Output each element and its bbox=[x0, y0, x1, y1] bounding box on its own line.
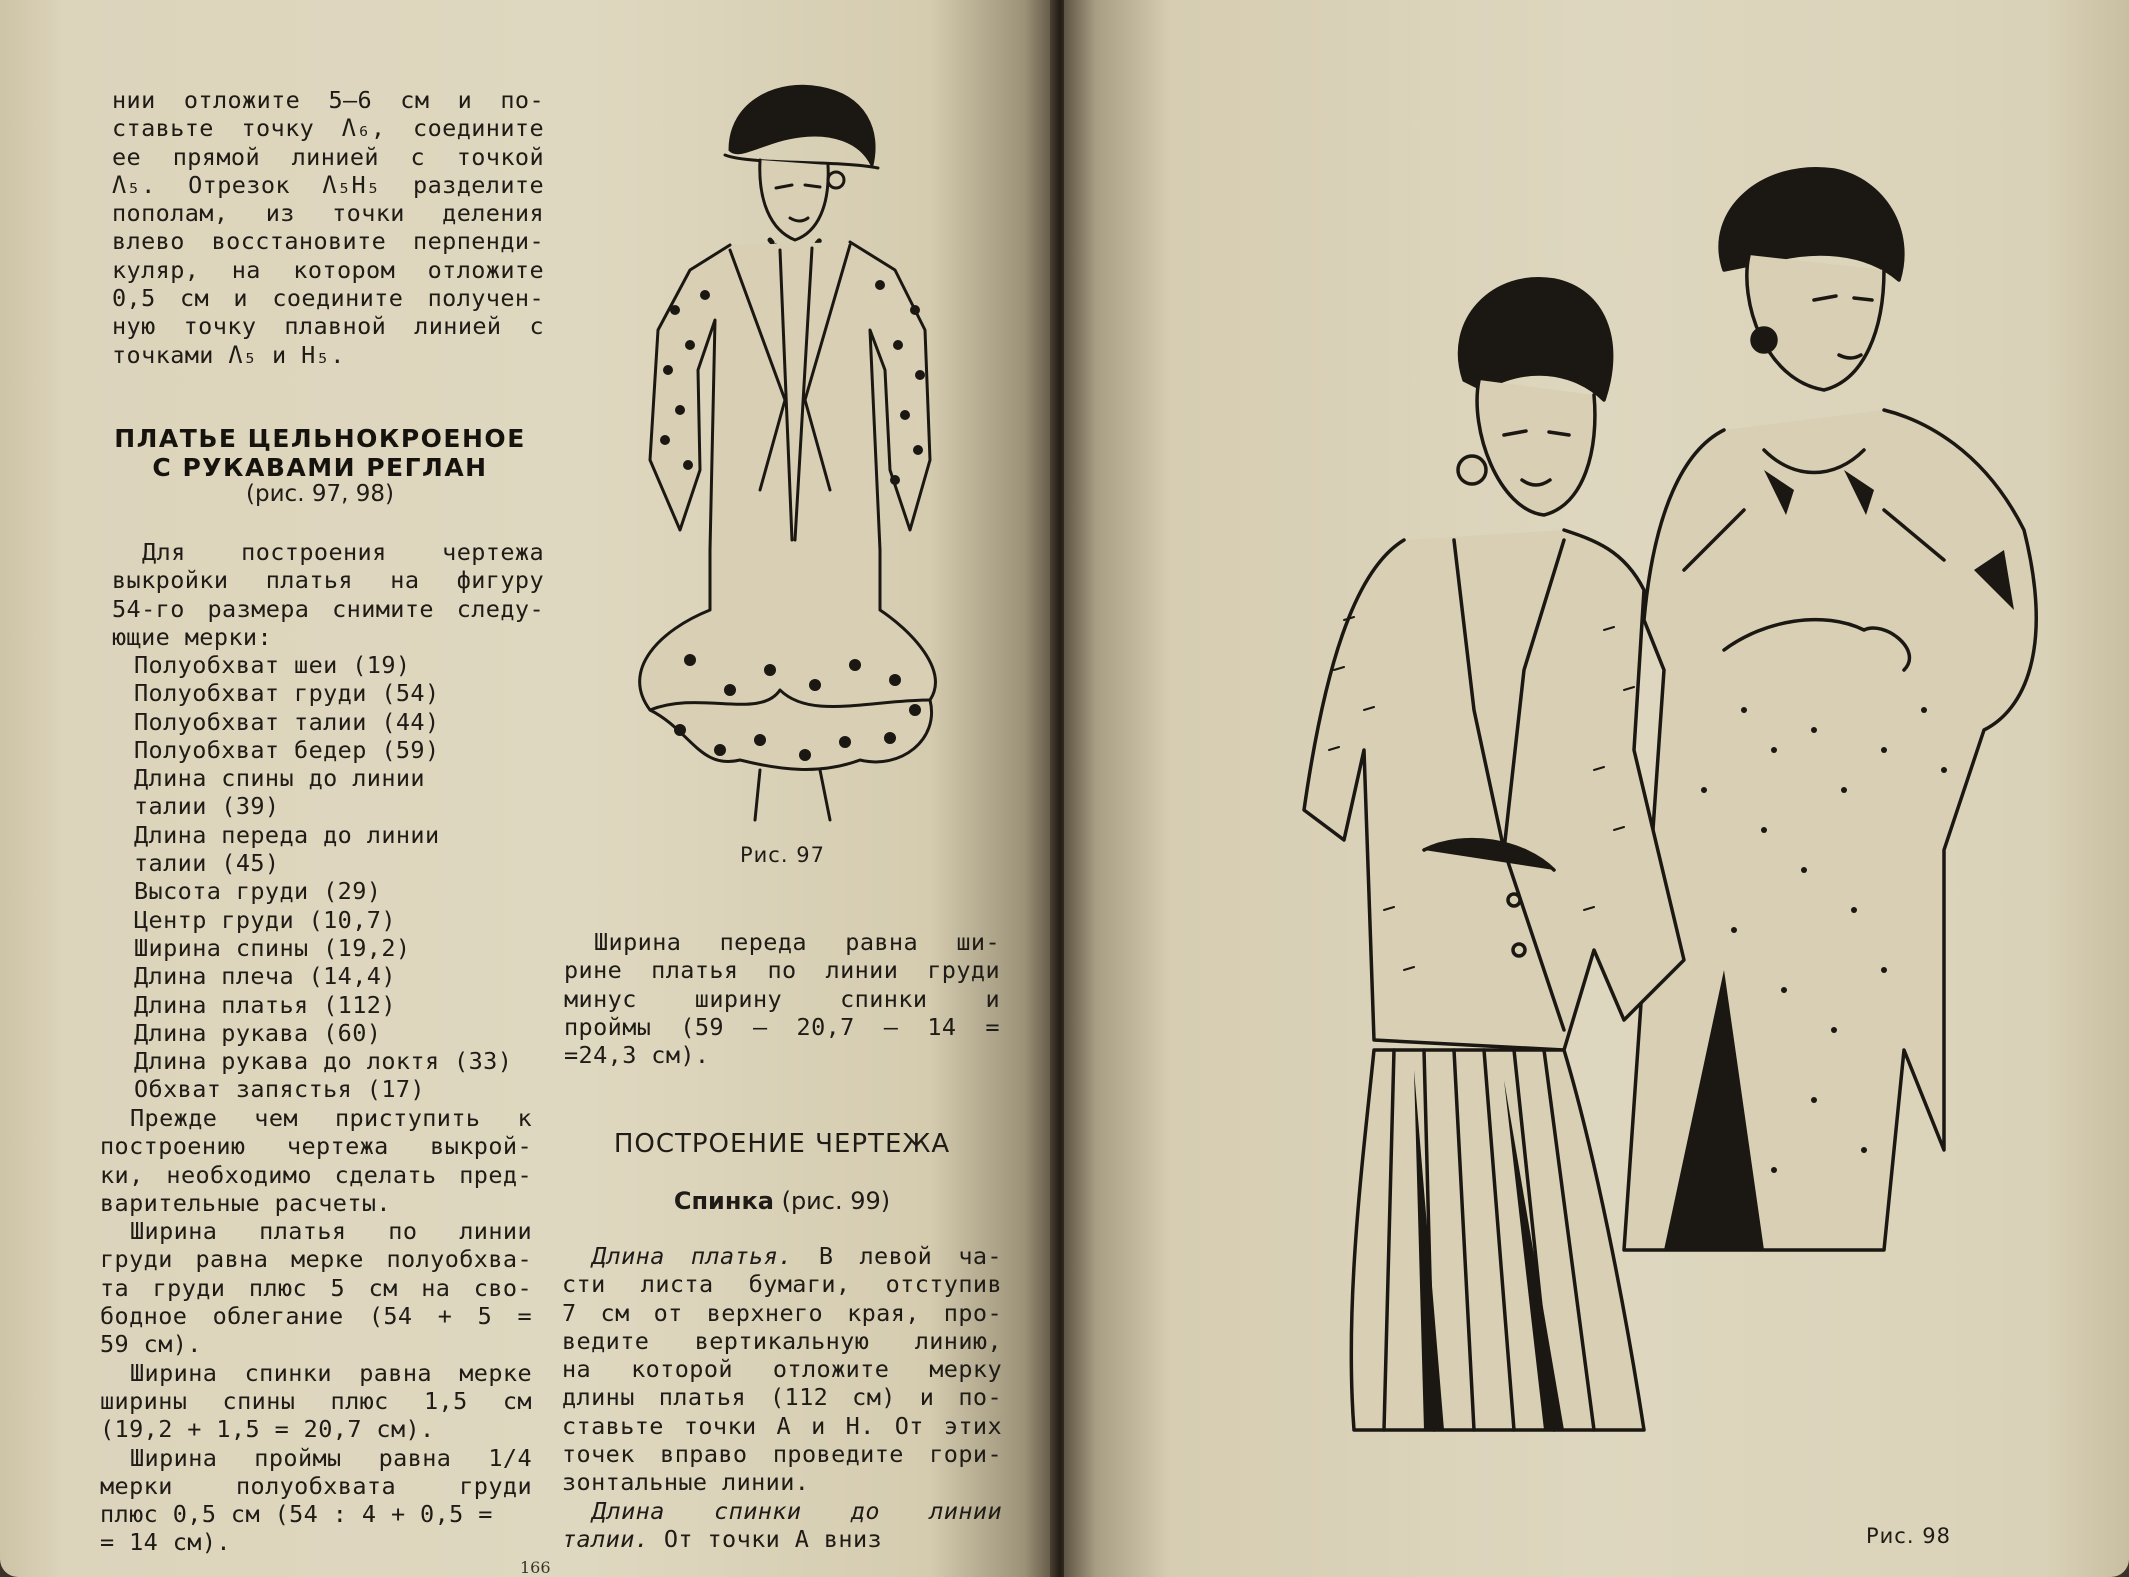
list-item: Обхват запястья (17) bbox=[134, 1075, 425, 1104]
text-line: выкройки платья на фигуру bbox=[112, 566, 544, 595]
text-line: влево восстановите перпенди- bbox=[112, 227, 544, 256]
text-line: груди равна мерке полуобхва- bbox=[100, 1245, 532, 1274]
measurement-list bbox=[134, 651, 554, 1104]
figure-98-caption: Рис. 98 bbox=[1866, 1524, 1951, 1548]
text-line: ющие мерки: bbox=[112, 622, 273, 651]
text-line: ведите вертикальную линию, bbox=[562, 1326, 1002, 1355]
back-length-lead-2: талии. bbox=[562, 1524, 650, 1553]
list-item: Длина плеча (14,4) bbox=[134, 962, 396, 991]
text-line: на которой отложите мерку bbox=[562, 1355, 1002, 1384]
text-line: зонтальные линии. bbox=[562, 1468, 810, 1497]
text-line bbox=[562, 1525, 1002, 1553]
list-item: Высота груди (29) bbox=[134, 877, 382, 906]
left-page bbox=[0, 0, 1056, 1577]
text-line: ее прямой линией с точкой bbox=[112, 142, 544, 171]
intro-paragraph bbox=[112, 86, 544, 369]
list-item: Длина рукава (60) bbox=[134, 1018, 382, 1047]
text-line: 0,5 см и соедините получен- bbox=[112, 284, 544, 313]
text-line: рине платья по линии груди bbox=[564, 956, 1000, 985]
heading-figure-ref: (рис. 97, 98) bbox=[246, 481, 394, 507]
text-line: точек вправо проведите гори- bbox=[562, 1440, 1002, 1469]
heading-line-2: С РУКАВАМИ РЕГЛАН bbox=[152, 453, 488, 482]
front-width-paragraph bbox=[564, 928, 1000, 1069]
text-line: минус ширину спинки и bbox=[564, 984, 1000, 1013]
text-line: построению чертежа выкрой- bbox=[100, 1132, 532, 1161]
dress-length-paragraph bbox=[562, 1242, 1002, 1553]
list-item: Центр груди (10,7) bbox=[134, 905, 396, 934]
text-line bbox=[562, 1242, 1002, 1270]
text-line: ширины спины плюс 1,5 см bbox=[100, 1386, 532, 1415]
list-item: Длина рукава до локтя (33) bbox=[134, 1047, 513, 1076]
list-item: Полуобхват шеи (19) bbox=[134, 651, 411, 679]
text-line: Прежде чем приступить к bbox=[130, 1104, 532, 1132]
list-item: талии (39) bbox=[134, 792, 280, 821]
list-item: Полуобхват талии (44) bbox=[134, 707, 440, 736]
list-item: Длина переда до линии bbox=[134, 820, 440, 849]
text-line: Для построения чертежа bbox=[142, 538, 544, 566]
list-item: Полуобхват груди (54) bbox=[134, 679, 440, 708]
text-line: Ширина спинки равна мерке bbox=[130, 1358, 532, 1387]
calculation-paragraphs bbox=[100, 1104, 532, 1557]
text-line: ную точку плавной линией с bbox=[112, 312, 544, 341]
list-item: талии (45) bbox=[134, 849, 280, 878]
text-line: 59 см). bbox=[100, 1330, 202, 1359]
subsection-title bbox=[564, 1187, 1000, 1215]
text-line: = 14 см). bbox=[100, 1528, 231, 1557]
text-line: 54-го размера снимите следу- bbox=[112, 594, 544, 623]
list-item: Полуобхват бедер (59) bbox=[134, 735, 440, 764]
text-line: нии отложите 5—6 см и по- bbox=[112, 86, 544, 114]
text-line: длины платья (112 см) и по- bbox=[562, 1383, 1002, 1412]
page-number: 166 bbox=[520, 1558, 551, 1577]
right-page bbox=[1064, 0, 2129, 1577]
heading-line-1: ПЛАТЬЕ ЦЕЛЬНОКРОЕНОЕ bbox=[114, 424, 526, 453]
measurements-intro bbox=[112, 538, 544, 651]
text-line: куляр, на котором отложите bbox=[112, 255, 544, 284]
figure-98-illustration bbox=[1124, 150, 2084, 1450]
list-item: Длина платья (112) bbox=[134, 990, 396, 1019]
text-line: Ширина проймы равна 1/4 bbox=[130, 1443, 532, 1472]
list-item: Ширина спины (19,2) bbox=[134, 933, 411, 962]
text-line: пополам, из точки деления bbox=[112, 199, 544, 228]
section-title: ПОСТРОЕНИЕ ЧЕРТЕЖА bbox=[613, 1129, 951, 1159]
text-line: точками Λ₅ и H₅. bbox=[112, 340, 345, 369]
figure-97-illustration bbox=[580, 70, 990, 830]
text-line: Λ₅. Отрезок Λ₅H₅ разделите bbox=[112, 170, 544, 199]
figure-97-caption: Рис. 97 bbox=[740, 843, 825, 867]
subsection-ref: (рис. 99) bbox=[781, 1187, 891, 1215]
article-heading bbox=[100, 424, 540, 482]
text-line: проймы (59 – 20,7 – 14 = bbox=[564, 1012, 1000, 1041]
text-line: бодное облегание (54 + 5 = bbox=[100, 1302, 532, 1331]
back-length-lead: Длина спинки до линии bbox=[592, 1496, 1002, 1525]
text-line: ки, необходимо сделать пред- bbox=[100, 1160, 532, 1189]
text-line-rest: В левой ча- bbox=[792, 1242, 1002, 1270]
text-line: мерки полуобхвата груди bbox=[100, 1471, 532, 1500]
text-line: Ширина переда равна ши- bbox=[594, 928, 1000, 956]
subsection-bold: Спинка bbox=[673, 1187, 774, 1215]
text-line: =24,3 см). bbox=[564, 1041, 710, 1070]
text-line: сти листа бумаги, отступив bbox=[562, 1270, 1002, 1299]
text-line-rest: От точки А вниз bbox=[649, 1524, 883, 1553]
text-line: ставьте точки А и Н. От этих bbox=[562, 1411, 1002, 1440]
text-line: ставьте точку Λ₆, соедините bbox=[112, 114, 544, 143]
text-line: варительные расчеты. bbox=[100, 1188, 391, 1217]
list-item: Длина спины до линии bbox=[134, 764, 425, 793]
text-line: плюс 0,5 см (54 : 4 + 0,5 = bbox=[100, 1500, 493, 1529]
dress-length-lead: Длина платья. bbox=[592, 1242, 793, 1270]
text-line: (19,2 + 1,5 = 20,7 см). bbox=[100, 1415, 435, 1444]
text-line: 7 см от верхнего края, про- bbox=[562, 1298, 1002, 1327]
text-line: Ширина платья по линии bbox=[130, 1217, 532, 1246]
text-line: та груди плюс 5 см на сво- bbox=[100, 1273, 532, 1302]
